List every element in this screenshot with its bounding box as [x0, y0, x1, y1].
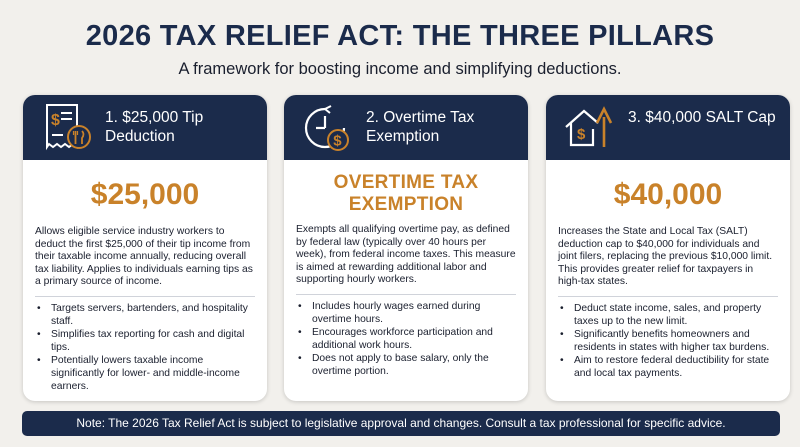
svg-text:$: $	[333, 132, 342, 150]
card-title: 1. $25,000 Tip Deduction	[105, 109, 204, 145]
bullet-list	[546, 303, 790, 381]
house-dollar-arrow-icon	[560, 101, 616, 155]
card-description: Increases the State and Local Tax (SALT) deduction cap to $40,000 for individuals and joint filers, replacing the previous $10,000 limit. This provides greater relief for taxpayers in high-tax states.	[558, 226, 773, 288]
divider	[35, 296, 255, 297]
card-header	[546, 95, 790, 160]
bullet-item: • Significantly benefits homeowners and residents in states with higher tax burdens.	[560, 329, 778, 354]
divider	[558, 296, 778, 297]
card-header	[284, 95, 528, 160]
card-header	[23, 95, 267, 160]
bullet-item: • Simplifies tax reporting for cash and digital tips.	[37, 329, 255, 354]
svg-text:$: $	[577, 126, 586, 143]
bullet-list	[23, 303, 267, 393]
divider	[296, 294, 516, 295]
bullet-item: • Encourages workforce participation and additional work hours.	[298, 327, 516, 352]
card-highlight: OVERTIME TAX EXEMPTION	[333, 172, 479, 215]
card-title: 2. Overtime Tax Exemption	[366, 109, 475, 145]
footer-note: Note: The 2026 Tax Relief Act is subject to legislative approval and changes. Consult a tax professional for specific advice.	[22, 411, 780, 436]
card-description: Exempts all qualifying overtime pay, as defined by federal law (typically over 40 hours per week), from federal income taxes. This measure is aimed at rewarding additional labor and supporting hourly workers.	[296, 224, 516, 286]
page-subtitle: A framework for boosting income and simplifying deductions.	[178, 60, 622, 78]
card-highlight: $40,000	[613, 178, 723, 211]
page-title: 2026 TAX RELIEF ACT: THE THREE PILLARS	[85, 20, 715, 52]
bullet-item: • Deduct state income, sales, and property taxes up to the new limit.	[560, 303, 778, 328]
clock-dollar-icon	[298, 101, 354, 155]
card-description: Allows eligible service industry workers to deduct the first $25,000 of their tip income from their taxable income annually, reducing overall tax liability. Applies to individuals earning tips as a primary source of income.	[35, 226, 253, 288]
pillar-card-tip-deduction	[23, 95, 267, 401]
pillar-card-salt-cap	[546, 95, 790, 401]
receipt-dollar-utensils-icon	[37, 101, 93, 155]
bullet-item: • Potentially lowers taxable income significantly for lower- and middle-income earners.	[37, 355, 255, 393]
card-title: 3. $40,000 SALT Cap	[628, 109, 776, 126]
bullet-list	[284, 301, 528, 379]
svg-text:$: $	[51, 112, 60, 129]
card-highlight: $25,000	[90, 178, 200, 211]
bullet-item: • Targets servers, bartenders, and hospitality staff.	[37, 303, 255, 328]
bullet-item: • Includes hourly wages earned during overtime hours.	[298, 301, 516, 326]
pillar-card-overtime-exemption	[284, 95, 528, 401]
bullet-item: • Aim to restore federal deductibility for state and local tax payments.	[560, 355, 778, 380]
bullet-item: • Does not apply to base salary, only the overtime portion.	[298, 353, 516, 378]
